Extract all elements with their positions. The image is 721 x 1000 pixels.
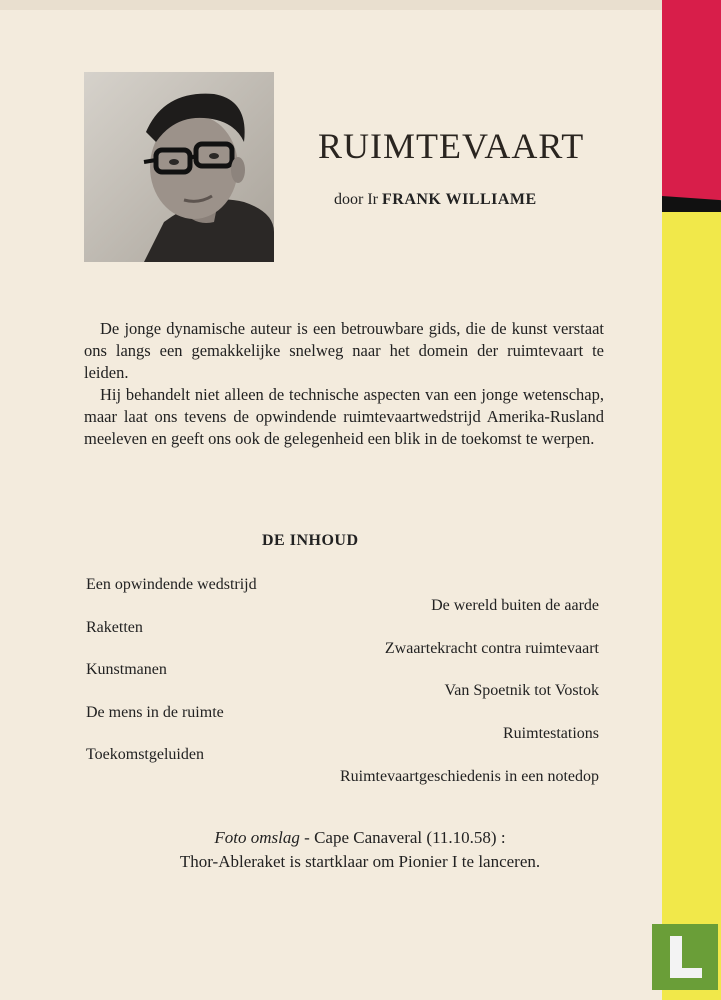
author-photo [84, 72, 274, 262]
contents-item: De wereld buiten de aarde [431, 597, 599, 614]
caption-line-2: Thor-Ableraket is startklaar om Pionier I te lanceren. [179, 852, 541, 871]
caption-label: Foto omslag [214, 828, 300, 847]
contents-item: Ruimtevaartgeschiedenis in een notedop [339, 768, 599, 785]
contents-item: Van Spoetnik tot Vostok [444, 682, 599, 699]
spine-strip-red [662, 0, 721, 200]
contents-heading: DE INHOUD [262, 532, 359, 549]
author-line [334, 191, 634, 209]
cover-top-edge [0, 0, 721, 10]
author-name: FRANK WILLIAME [381, 191, 537, 208]
l-logo-icon [652, 924, 718, 990]
contents-item: Raketten [86, 619, 143, 636]
blurb-paragraph-1: De jonge dynamische auteur is een betrouwbare gids, die de kunst verstaat ons langs een gemakkelijke snelweg naar het domein der ruimtevaart te leiden. [84, 319, 604, 382]
blurb-paragraph-2: Hij behandelt niet alleen de technische aspecten van een jonge wetenschap, maar laat ons tevens de opwindende ruimtevaartwedstrijd Amerika-Rusland meeleven en geeft ons ook de gelegenheid een blik in de toekomst te werpen. [84, 385, 604, 448]
cover-photo-caption [110, 826, 610, 874]
contents-item: Een opwindende wedstrijd [86, 576, 257, 593]
book-title: RUIMTEVAART [318, 126, 585, 166]
contents-item: Ruimtestations [503, 725, 599, 742]
caption-location-date: - Cape Canaveral (11.10.58) : [299, 828, 506, 847]
book-blurb [84, 318, 604, 450]
contents-item: Toekomstgeluiden [86, 746, 204, 763]
contents-item: De mens in de ruimte [86, 704, 224, 721]
watermark-logo [652, 924, 718, 990]
author-prefix: door Ir [334, 191, 378, 208]
author-portrait-image [84, 72, 274, 262]
spine-strip-yellow [662, 212, 721, 1000]
contents-item: Zwaartekracht contra ruimtevaart [384, 640, 599, 657]
caption-line-1 [110, 826, 610, 850]
contents-item: Kunstmanen [86, 661, 167, 678]
